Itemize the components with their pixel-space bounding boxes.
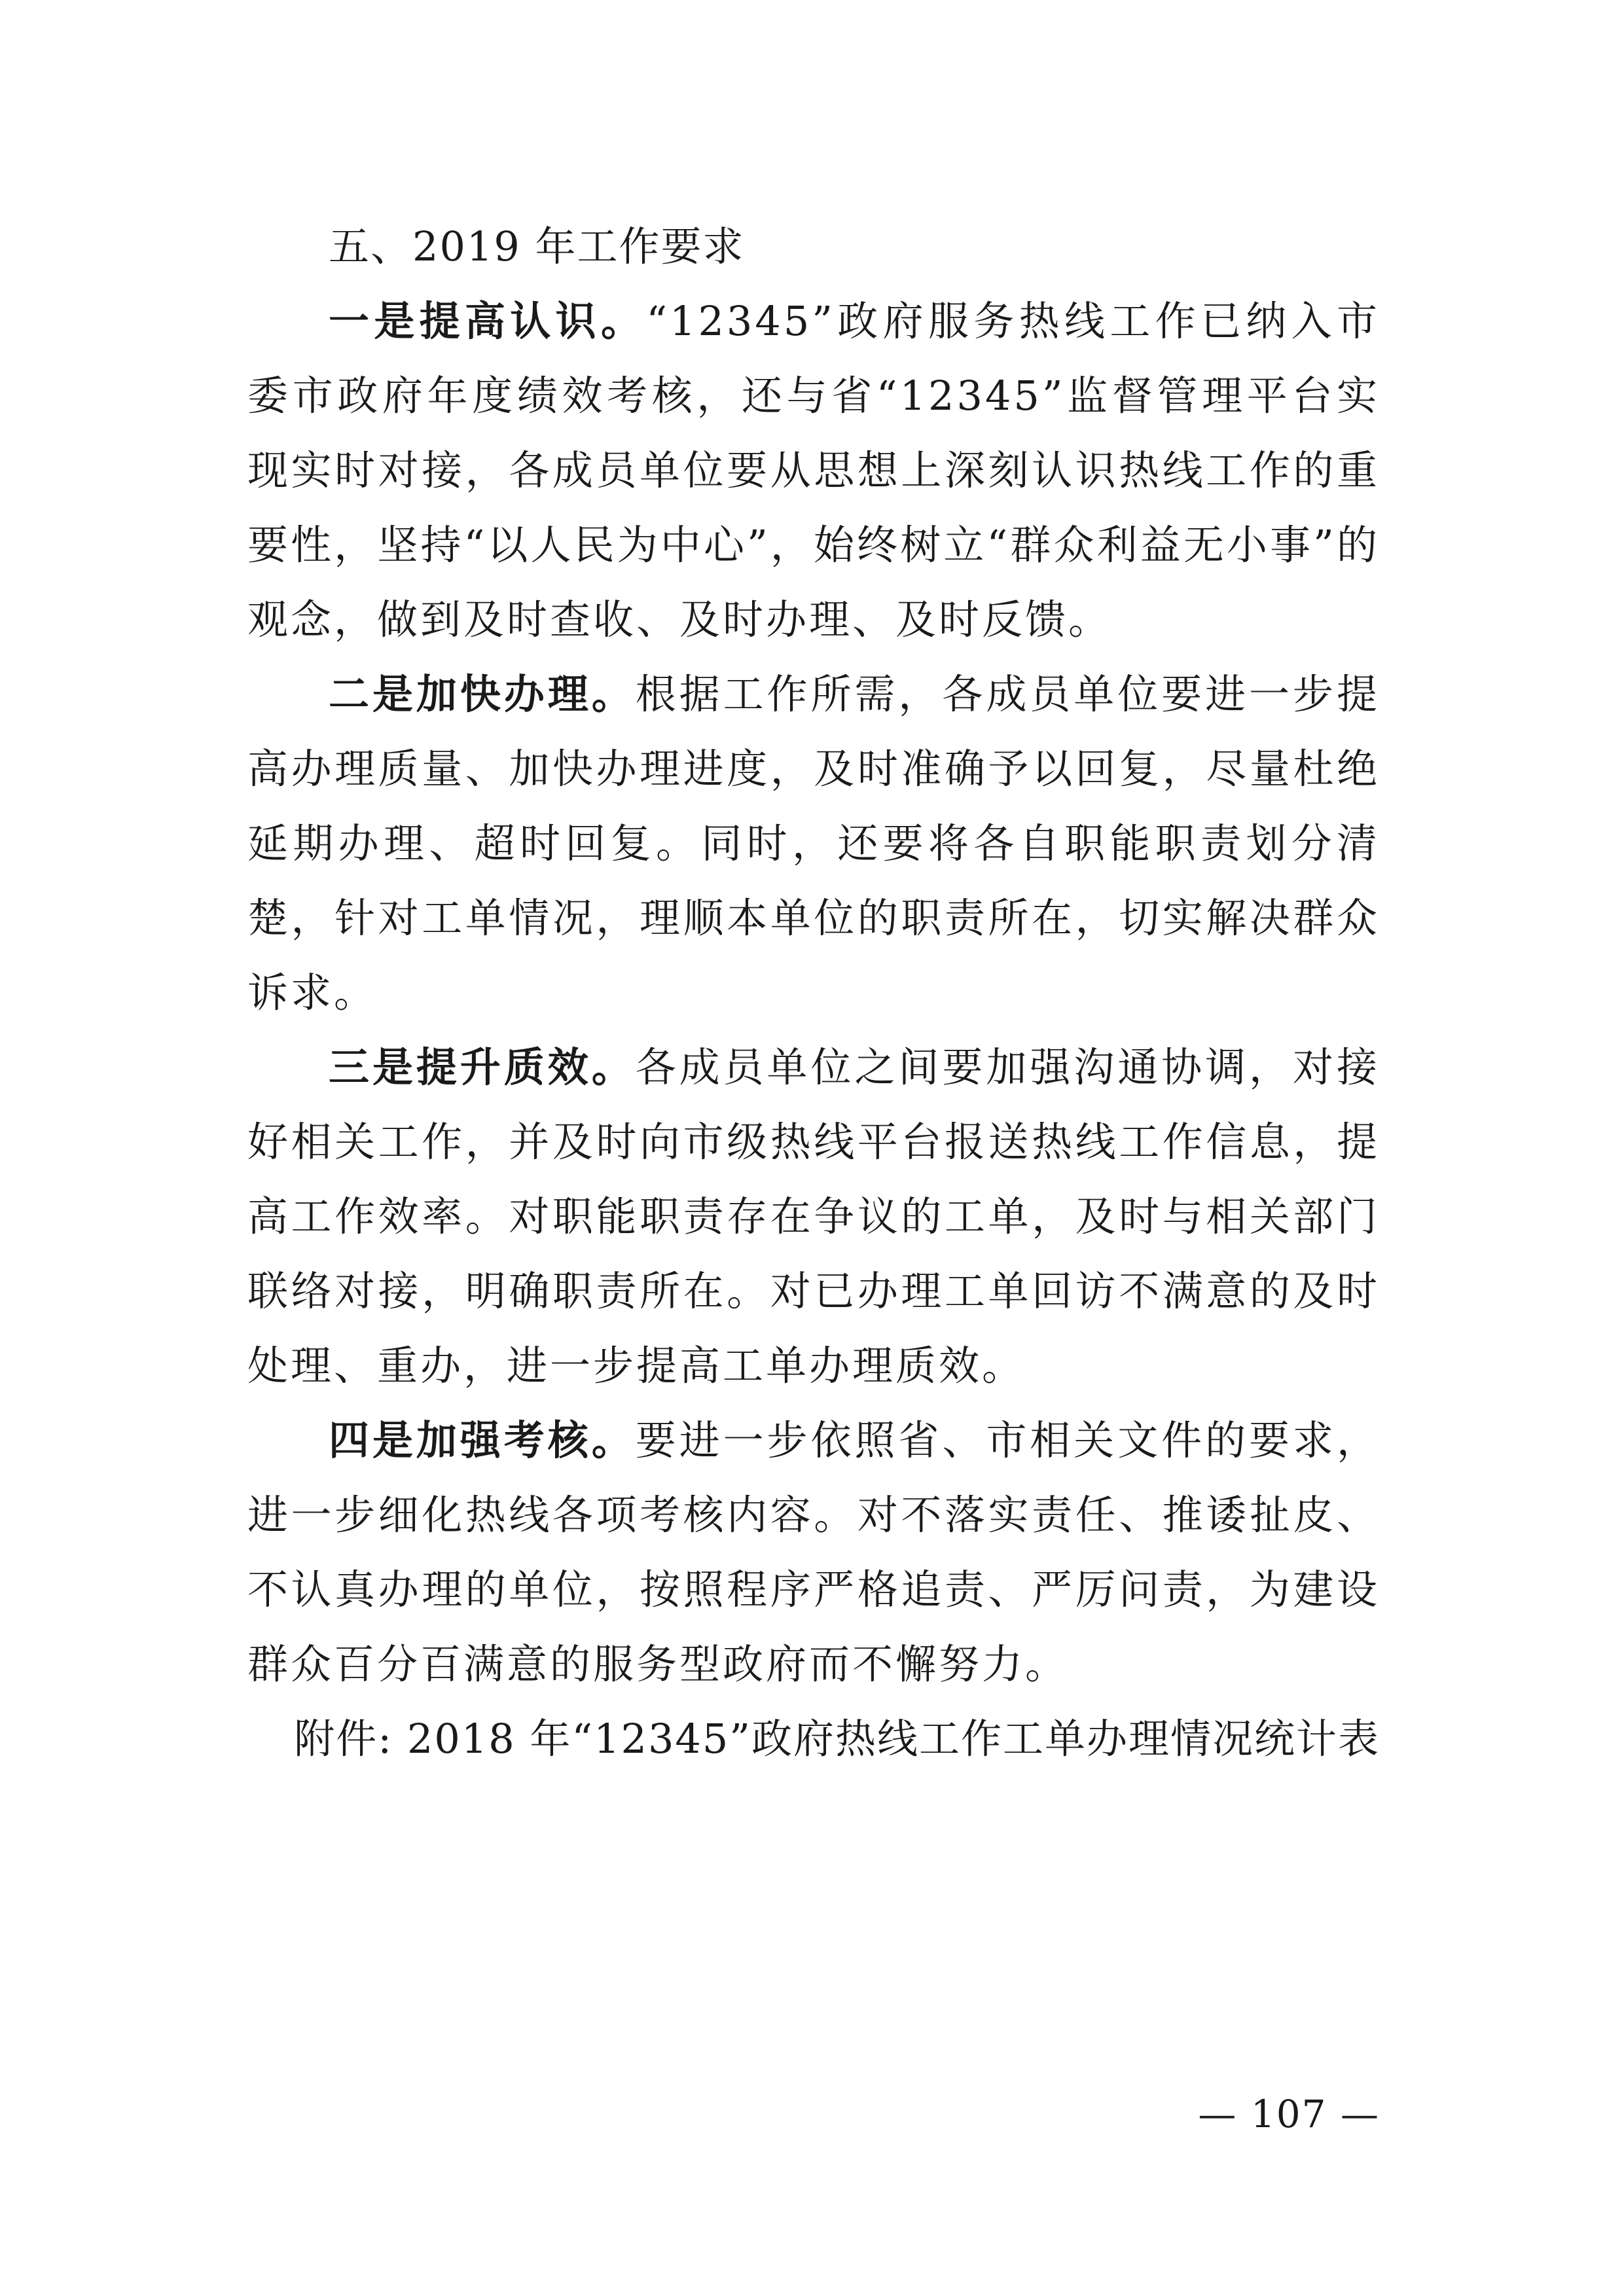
paragraph-4-lead: 四是加强考核。 bbox=[329, 1416, 636, 1464]
paragraph-1-body: “12345”政府服务热线工作已纳入市委市政府年度绩效考核，还与省“12345”监督管理平台实现实时对接，各成员单位要从思想上深刻认识热线工作的重要性，坚持“以人民为中心”，始终树立“群众利益无小事”的观念，做到及时查收、及时办理、及时反馈。 bbox=[247, 297, 1380, 643]
paragraph-3 bbox=[247, 1030, 1380, 1403]
paragraph-2 bbox=[247, 657, 1380, 1030]
paragraph-3-body: 各成员单位之间要加强沟通协调，对接好相关工作，并及时向市级热线平台报送热线工作信息，提高工作效率。对职能职责存在争议的工单，及时与相关部门联络对接，明确职责所在。对已办理工单回访不满意的及时处理、重办，进一步提高工单办理质效。 bbox=[247, 1043, 1380, 1390]
section-heading: 五、2019 年工作要求 bbox=[329, 223, 745, 270]
paragraph-4-body: 要进一步依照省、市相关文件的要求，进一步细化热线各项考核内容。对不落实责任、推诿扯皮、不认真办理的单位，按照程序严格追责、严厉问责，为建设群众百分百满意的服务型政府而不懈努力。 bbox=[247, 1416, 1380, 1688]
paragraph-1 bbox=[247, 284, 1380, 657]
page-number: — 107 — bbox=[1198, 2092, 1380, 2136]
paragraph-4 bbox=[247, 1403, 1380, 1702]
paragraph-1-lead: 一是提高认识。 bbox=[329, 297, 647, 345]
document-body bbox=[247, 209, 1380, 1702]
attachment-line: 附件: 2018 年“12345”政府热线工作工单办理情况统计表 bbox=[294, 1715, 1380, 1763]
paragraph-3-lead: 三是提升质效。 bbox=[329, 1043, 636, 1091]
paragraph-2-body: 根据工作所需，各成员单位要进一步提高办理质量、加快办理进度，及时准确予以回复，尽量杜绝延期办理、超时回复。同时，还要将各自职能职责划分清楚，针对工单情况，理顺本单位的职责所在，切实解决群众诉求。 bbox=[247, 670, 1380, 1016]
paragraph-2-lead: 二是加快办理。 bbox=[329, 670, 636, 718]
